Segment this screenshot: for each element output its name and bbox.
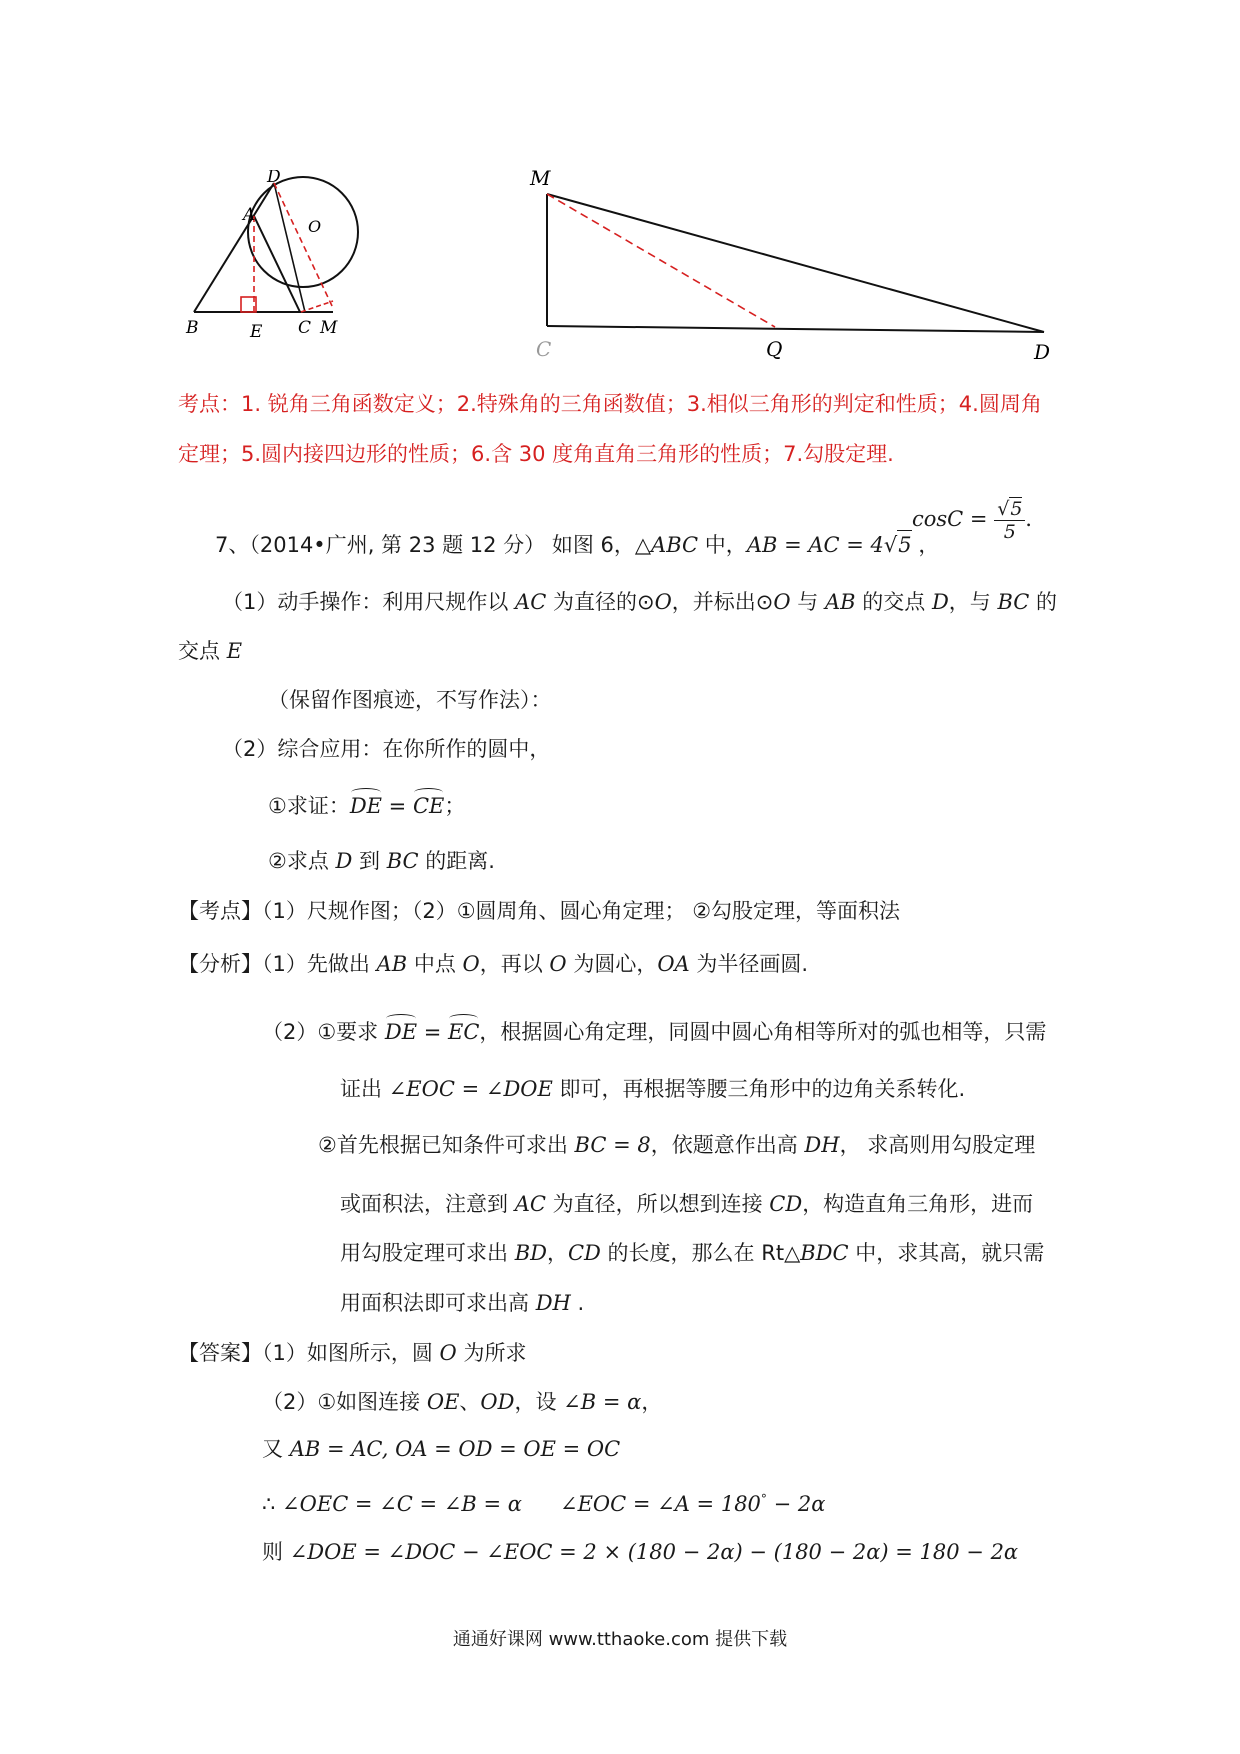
question-1 xyxy=(222,588,1057,616)
label-d2: D xyxy=(1034,340,1051,364)
label-q: Q xyxy=(766,337,783,361)
fenxi-line1 xyxy=(178,950,808,978)
q1-d: D xyxy=(931,590,949,614)
label-c2: C xyxy=(536,337,552,361)
fenxi-l6-c: 的长度，那么在 Rt xyxy=(600,1241,785,1265)
circle-o xyxy=(248,177,358,287)
label-m2: M xyxy=(530,166,551,190)
question-2-1 xyxy=(268,792,465,820)
cos-fraction xyxy=(994,497,1025,543)
figure-circle-triangle-svg xyxy=(170,170,410,345)
daan-line2 xyxy=(262,1388,662,1416)
q1-o: O xyxy=(654,590,672,614)
fenxi-l3-a: 证出 xyxy=(340,1077,389,1101)
daan-l4-math1: ∠OEC = ∠C = ∠B = α xyxy=(282,1492,522,1516)
question-1-line2 xyxy=(178,637,242,665)
fenxi-label: 【分析】 xyxy=(178,952,262,976)
problem-triangle: △ABC xyxy=(634,533,699,557)
daan-l2-d: ， xyxy=(641,1390,663,1414)
daan-l3-math: AB = AC, OA = OD = OE = OC xyxy=(289,1437,621,1461)
cos-end: ． xyxy=(1025,507,1047,531)
daan-line1 xyxy=(178,1339,526,1367)
fenxi-l4-b: ，依题意作出高 xyxy=(650,1133,805,1157)
fenxi-line5 xyxy=(340,1190,1033,1218)
q2-2-d: D xyxy=(335,849,353,873)
page-footer: 通通好课网 www.tthaoke.com 提供下载 xyxy=(452,1629,788,1650)
q1-bc: BC xyxy=(997,590,1030,614)
daan-l1-a: （1）如图所示，圆 xyxy=(262,1341,440,1365)
fenxi-ab: AB xyxy=(376,952,408,976)
kaodian xyxy=(178,897,900,925)
problem-comma: ， xyxy=(911,533,940,557)
label-d: D xyxy=(267,170,281,187)
fenxi-l2-b: ，根据圆心角定理，同圆中圆心角相等所对的弧也相等，只需 xyxy=(479,1020,1047,1044)
cos-denominator: 5 xyxy=(1003,521,1016,543)
cos-numerator: √5 xyxy=(994,497,1025,521)
q2-1-text: ①求证： xyxy=(268,794,350,818)
daan-l2-c: ，设 xyxy=(514,1390,564,1414)
segment-md xyxy=(547,194,1044,332)
daan-l5-math: ∠DOE = ∠DOC − ∠EOC = 2 × (180 − 2α) − (180 − 2α) = 180 − 2α xyxy=(289,1540,1019,1564)
fenxi-l6-cd: CD xyxy=(567,1241,601,1265)
daan-degree: ° xyxy=(760,1492,767,1506)
figure-circle-triangle xyxy=(170,170,410,345)
daan-l4-math2: ∠EOC = ∠A = 180 xyxy=(559,1492,761,1516)
figure-right-triangle-svg xyxy=(520,160,1070,370)
figure-right-triangle xyxy=(520,160,1070,370)
label-m: M xyxy=(320,318,338,338)
fenxi-l4-dh: DH xyxy=(804,1133,840,1157)
fenxi-l6-b: ， xyxy=(546,1241,568,1265)
fenxi-o2: O xyxy=(549,952,567,976)
problem-header xyxy=(215,530,939,559)
fenxi-l6-bd: BD xyxy=(514,1241,547,1265)
problem-eq: AB = AC = 4 xyxy=(746,533,884,557)
daan-l2-b: 、 xyxy=(459,1390,481,1414)
fenxi-l5-cd: CD xyxy=(769,1192,803,1216)
question-2-2 xyxy=(268,847,495,875)
q2-2-text: ②求点 xyxy=(268,849,336,873)
q1-text-e: ，并标出⊙ xyxy=(671,590,774,614)
fenxi-l6-tri: △BDC xyxy=(784,1241,849,1265)
daan-l1-b: 为所求 xyxy=(456,1341,527,1365)
fenxi-o: O xyxy=(462,952,480,976)
arc-ce: CE xyxy=(412,794,445,818)
problem-sqrt: √5 xyxy=(884,533,912,557)
q1-text-g: 与 xyxy=(790,590,825,614)
label-b: B xyxy=(186,318,199,338)
label-e: E xyxy=(250,322,263,342)
daan-od: OD xyxy=(480,1390,515,1414)
segment-cd xyxy=(547,326,1044,332)
fenxi-arc-ec: EC xyxy=(448,1020,480,1044)
q1-text-m: 的 xyxy=(1029,590,1058,614)
arc-de: DE xyxy=(349,794,382,818)
dashed-mq xyxy=(547,194,775,327)
q1-text-i: 的交点 xyxy=(855,590,932,614)
q2-2-text-c: 的距离. xyxy=(418,849,495,873)
fenxi-l1-c: ，再以 xyxy=(479,952,550,976)
fenxi-l5-b: 为直径，所以想到连接 xyxy=(545,1192,770,1216)
question-2: （2）综合应用：在你所作的圆中， xyxy=(222,737,551,761)
q2-1-eq: = xyxy=(382,794,413,818)
daan-line5 xyxy=(262,1538,1018,1566)
dashed-cm xyxy=(301,301,333,312)
fenxi-line7 xyxy=(340,1289,584,1317)
daan-o: O xyxy=(439,1341,457,1365)
kaodian-text: （1）尺规作图；（2）①圆周角、圆心角定理； ②勾股定理，等面积法 xyxy=(262,899,901,923)
label-c: C xyxy=(298,318,312,338)
segment-dc xyxy=(274,183,305,312)
q1-o2: O xyxy=(773,590,791,614)
fenxi-l5-c: ，构造直角三角形，进而 xyxy=(802,1192,1034,1216)
label-a: A xyxy=(243,205,256,225)
kaodian-prev-line1: 考点：1. 锐角三角函数定义；2.特殊角的三角函数值；3.相似三角形的判定和性质；4.圆周角 xyxy=(178,392,1042,416)
fenxi-l1-b: 中点 xyxy=(407,952,463,976)
fenxi-l6-a: 用勾股定理可求出 xyxy=(340,1241,515,1265)
daan-oe: OE xyxy=(426,1390,460,1414)
daan-line4 xyxy=(262,1485,825,1518)
fenxi-l5-a: 或面积法，注意到 xyxy=(340,1192,515,1216)
problem-cos xyxy=(912,497,1046,543)
daan-angle-b: ∠B = α xyxy=(563,1390,642,1414)
q1-ab: AB xyxy=(824,590,856,614)
daan-l2-a: （2）①如图连接 xyxy=(262,1390,427,1414)
problem-sqrt-arg: 5 xyxy=(897,530,911,559)
fenxi-l4-a: ②首先根据已知条件可求出 xyxy=(318,1133,575,1157)
fenxi-line6 xyxy=(340,1239,1044,1267)
fenxi-l2-eq: = xyxy=(417,1020,448,1044)
daan-l3-a: 又 xyxy=(262,1437,290,1461)
q1-text-k: ，与 xyxy=(948,590,998,614)
fenxi-l3-b: 即可，再根据等腰三角形中的边角关系转化. xyxy=(552,1077,966,1101)
fenxi-l1-a: （1）先做出 xyxy=(262,952,377,976)
fenxi-l6-d: 中，求其高，就只需 xyxy=(848,1241,1045,1265)
fenxi-l4-c: ， 求高则用勾股定理 xyxy=(839,1133,1036,1157)
problem-header-text: 7、（2014•广州, 第 23 题 12 分） 如图 6， xyxy=(215,533,635,557)
fenxi-l7-b: . xyxy=(570,1291,585,1315)
fenxi-line2 xyxy=(262,1018,1046,1046)
fenxi-l4-math: BC = 8 xyxy=(574,1133,651,1157)
fenxi-l1-e: 为半径画圆. xyxy=(689,952,809,976)
fenxi-l2-a: （2）①要求 xyxy=(262,1020,385,1044)
cos-label: cosC = xyxy=(912,507,988,531)
fenxi-l5-ac: AC xyxy=(514,1192,546,1216)
kaodian-prev-line2: 定理；5.圆内接四边形的性质；6.含 30 度角直角三角形的性质；7.勾股定理. xyxy=(178,442,894,466)
q1-text-a: （1）动手操作：利用尺规作以 xyxy=(222,590,516,614)
daan-l5-a: 则 xyxy=(262,1540,290,1564)
fenxi-arc-de: DE xyxy=(384,1020,418,1044)
q2-1-end: ； xyxy=(444,794,466,818)
question-1-note: （保留作图痕迹，不写作法）： xyxy=(268,688,552,712)
kaodian-label: 【考点】 xyxy=(178,899,262,923)
fenxi-oa: OA xyxy=(657,952,690,976)
fenxi-l7-dh: DH xyxy=(535,1291,571,1315)
fenxi-line3 xyxy=(340,1075,965,1103)
q2-2-bc: BC xyxy=(386,849,419,873)
q1-e: E xyxy=(226,639,243,663)
segment-bd xyxy=(194,183,274,312)
q1-text-c: 为直径的⊙ xyxy=(546,590,655,614)
label-o: O xyxy=(308,217,322,236)
fenxi-line4 xyxy=(318,1131,1035,1159)
cos-num-arg: 5 xyxy=(1010,498,1023,520)
q2-2-text-b: 到 xyxy=(352,849,387,873)
daan-l4-math3: − 2α xyxy=(766,1492,826,1516)
q1-ac: AC xyxy=(515,590,547,614)
fenxi-l7-a: 用面积法即可求出高 xyxy=(340,1291,536,1315)
fenxi-l3-math: ∠EOC = ∠DOE xyxy=(388,1077,553,1101)
q1-line2-text: 交点 xyxy=(178,639,227,663)
daan-therefore: ∴ xyxy=(262,1492,283,1516)
daan-line3 xyxy=(262,1435,620,1463)
daan-label: 【答案】 xyxy=(178,1341,262,1365)
dashed-dm xyxy=(274,183,333,308)
fenxi-l1-d: 为圆心， xyxy=(566,952,658,976)
problem-zhong: 中， xyxy=(698,533,747,557)
